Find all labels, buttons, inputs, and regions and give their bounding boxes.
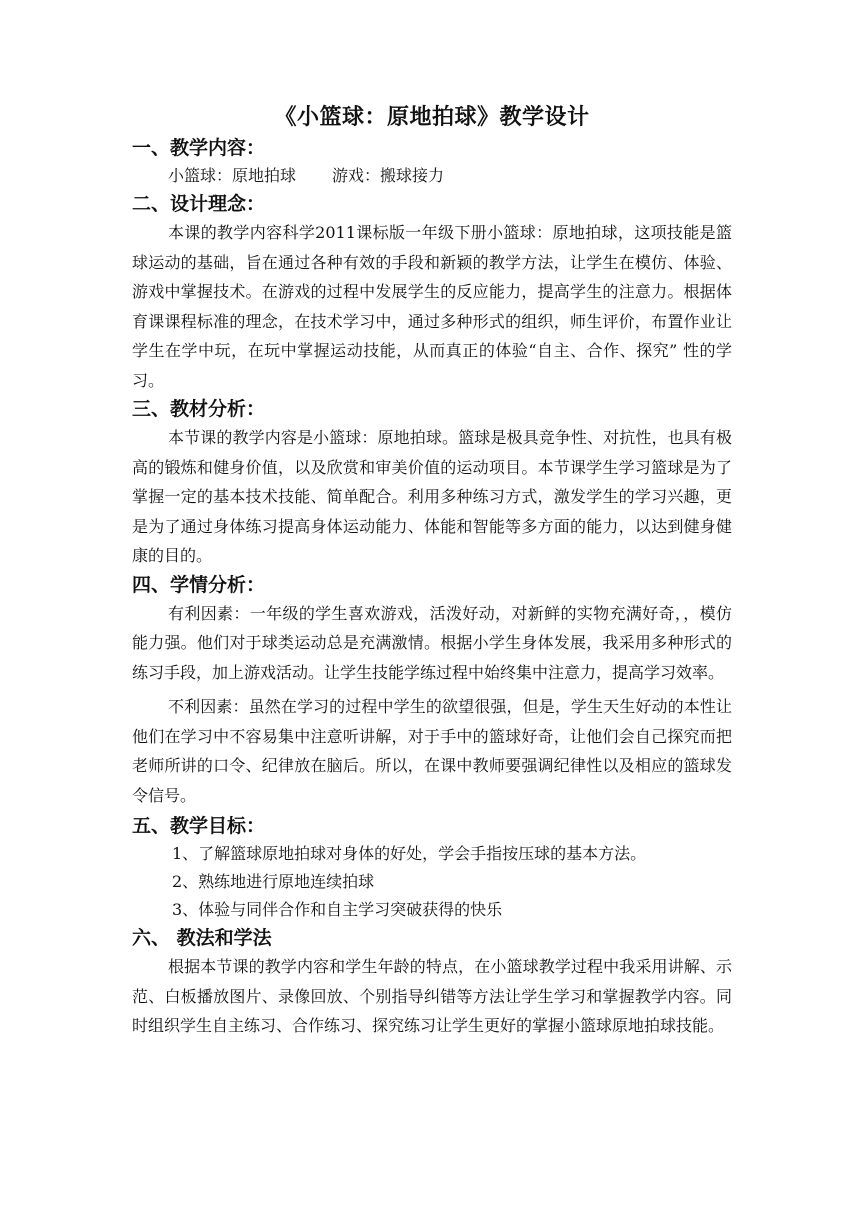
section-heading: 四、学情分析： [132, 573, 266, 596]
section-student-analysis [132, 571, 732, 811]
document-page [132, 100, 732, 1041]
paragraph: 本节课的教学内容是小篮球：原地拍球。篮球是极具竞争性、对抗性，也具有极高的锻炼和健身价值，以及欣赏和审美价值的运动项目。本节课学生学习篮球是为了掌握一定的基本技术技能、简单配合。利用多种练习方式，激发学生的学习兴趣，更是为了通过身体练习提高身体运动能力、体能和智能等多方面的能力，以达到健身健康的目的。 [132, 428, 732, 565]
section-heading: 三、教材分析： [132, 398, 266, 420]
section-teaching-content [132, 134, 732, 190]
content-item: 游戏：搬球接力 [332, 166, 445, 185]
section-heading: 一、教学内容： [132, 137, 266, 159]
paragraph: 不利因素：虽然在学习的过程中学生的欲望很强，但是，学生天生好动的本性让他们在学习中不容易集中注意听讲解，对于手中的篮球好奇，让他们会自己探究而把老师所讲的口令、纪律放在脑后。所以，在课中教师要强调纪律性以及相应的篮球发令信号。 [132, 697, 732, 805]
document-title: 《小篮球：原地拍球》教学设计 [274, 104, 590, 130]
paragraph: 根据本节课的教学内容和学生年龄的特点，在小篮球教学过程中我采用讲解、示范、白板播放图片、录像回放、个别指导纠错等方法让学生学习和掌握教学内容。同时组织学生自主练习、合作练习、探究练习让学生更好的掌握小篮球原地拍球技能。 [132, 957, 732, 1035]
goal-item: 2、熟练地进行原地连续拍球 [172, 872, 375, 891]
goal-item: 3、体验与同伴合作和自主学习突破获得的快乐 [172, 900, 503, 919]
section-heading: 二、设计理念： [132, 193, 266, 215]
section-heading: 六、 教法和学法 [132, 927, 272, 949]
content-item: 小篮球：原地拍球 [168, 166, 297, 185]
section-teaching-goals [132, 812, 732, 924]
section-heading: 五、教学目标： [132, 815, 266, 837]
paragraph: 本课的教学内容科学2011课标版一年级下册小篮球：原地拍球，这项技能是篮球运动的基础，旨在通过各种有效的手段和新颖的教学方法，让学生在模仿、体验、游戏中掌握技术。在游戏的过程中发展学生的反应能力，提高学生的注意力。根据体育课课程标准的理念，在技术学习中，通过多种形式的组织，师生评价，布置作业让学生在学中玩，在玩中掌握运动技能，从而真正的体验“自主、合作、探究” 性的学习。 [132, 223, 732, 390]
content-line [132, 162, 732, 190]
goal-item: 1、了解篮球原地拍球对身体的好处，学会手指按压球的基本方法。 [172, 844, 647, 863]
paragraph: 有利因素：一年级的学生喜欢游戏，活泼好动，对新鲜的实物充满好奇，，模仿能力强。他们对于球类运动总是充满激情。根据小学生身体发展，我采用多种形式的练习手段，加上游戏活动。让学生技能学练过程中始终集中注意力，提高学习效率。 [132, 603, 732, 682]
section-design-concept [132, 190, 732, 395]
section-methods [132, 924, 732, 1041]
section-material-analysis [132, 395, 732, 571]
